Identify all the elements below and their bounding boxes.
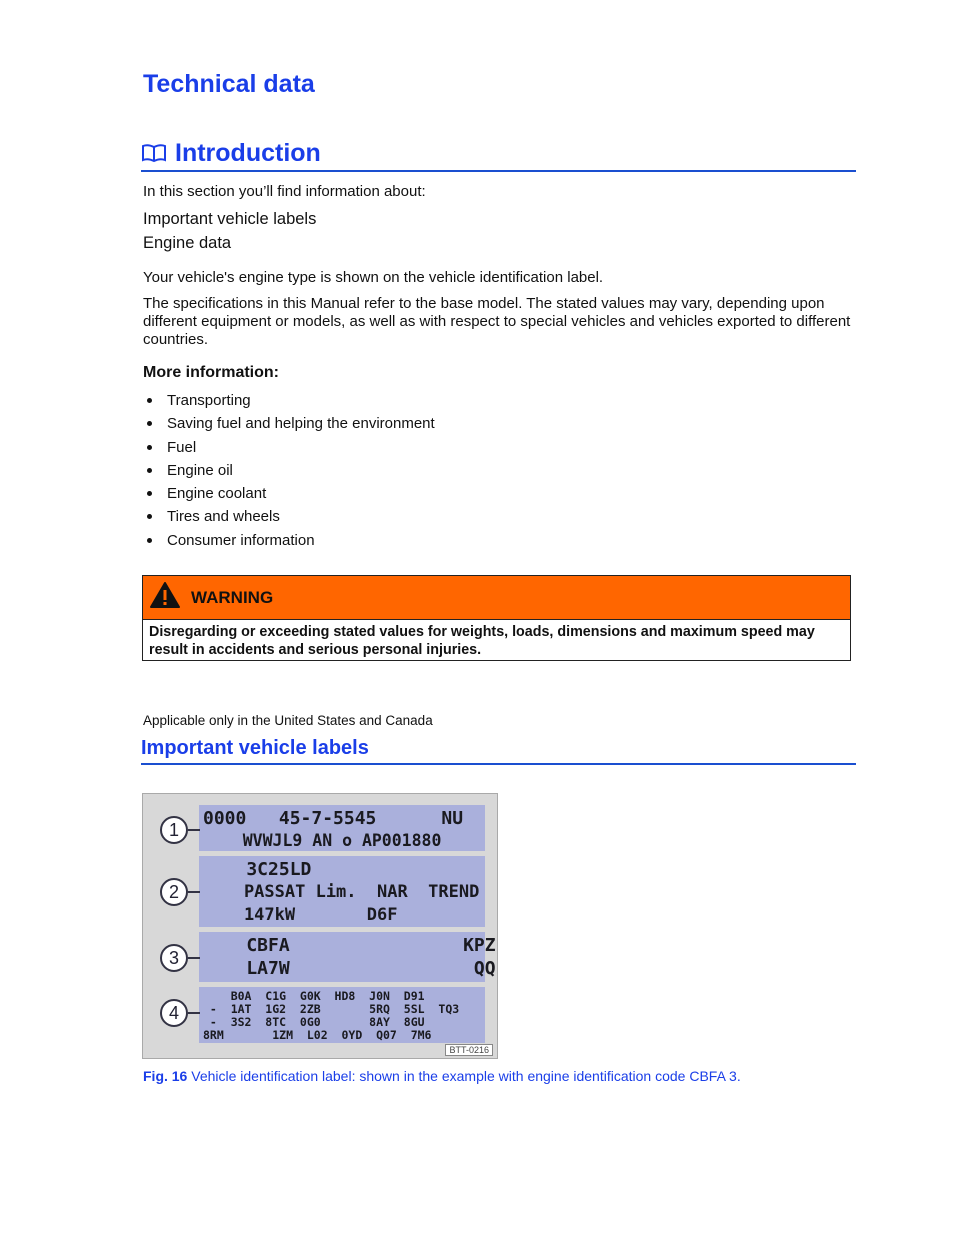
callout-2: 2 <box>160 878 188 906</box>
more-info-list <box>143 392 435 555</box>
label-row: 3C25LD <box>203 859 312 880</box>
book-icon <box>141 143 167 163</box>
label-row: - 1AT 1G2 2ZB 5RQ 5SL TQ3 <box>203 1002 460 1016</box>
topic-link-vehicle-labels[interactable]: Important vehicle labels <box>143 210 317 228</box>
callout-line <box>188 829 200 831</box>
label-panel-2 <box>199 856 485 927</box>
callout-line <box>188 891 200 893</box>
list-item[interactable]: Saving fuel and helping the environment <box>143 415 435 438</box>
figure-caption <box>143 1068 741 1084</box>
section-heading-text: Introduction <box>175 138 321 167</box>
page-title: Technical data <box>143 70 315 98</box>
label-panel-4 <box>199 987 485 1043</box>
callout-4: 4 <box>160 999 188 1027</box>
warning-header <box>143 576 850 620</box>
section-heading-introduction <box>141 136 856 172</box>
callout-line <box>188 1012 200 1014</box>
label-row: 8RM 1ZM L02 0YD Q07 7M6 <box>203 1028 432 1042</box>
callout-line <box>188 957 200 959</box>
warning-box <box>142 575 851 661</box>
list-item[interactable]: Transporting <box>143 392 435 415</box>
label-panel-3 <box>199 932 496 982</box>
label-row: PASSAT Lim. NAR TREND <box>203 882 480 902</box>
intro-paragraph-1: Your vehicle's engine type is shown on the vehicle identification label. <box>143 269 604 286</box>
applicability-note: Applicable only in the United States and Canada <box>143 713 433 728</box>
label-row: LA7W QQ <box>203 958 496 979</box>
list-item[interactable]: Engine oil <box>143 462 435 485</box>
vehicle-identification-label-figure <box>142 793 498 1059</box>
label-row: 0000 45-7-5545 NU <box>203 808 464 829</box>
section-heading-vehicle-labels <box>141 733 856 765</box>
warning-text: Disregarding or exceeding stated values for weights, loads, dimensions and maximum speed may result in accidents and serious personal injuries. <box>149 624 815 658</box>
label-row: - 3S2 8TC 0G0 8AY 8GU <box>203 1015 425 1029</box>
callout-1: 1 <box>160 816 188 844</box>
warning-title: WARNING <box>191 587 274 607</box>
list-item[interactable]: Consumer information <box>143 532 435 555</box>
list-item[interactable]: Tires and wheels <box>143 508 435 531</box>
intro-lead: In this section you’ll find information about: <box>143 183 426 200</box>
intro-paragraph-2: The specifications in this Manual refer to the base model. The stated values may vary, depending upon different equipment or models, as well as with respect to special vehicles and vehicles exported to different countries. <box>143 295 851 348</box>
label-panel-1 <box>199 805 485 851</box>
warning-triangle-icon <box>149 581 181 609</box>
section-heading-text: Important vehicle labels <box>141 736 369 759</box>
list-item[interactable]: Fuel <box>143 439 435 462</box>
callout-3: 3 <box>160 944 188 972</box>
label-row: B0A C1G G0K HD8 J0N D91 <box>203 989 425 1003</box>
label-row: 147kW D6F <box>203 905 398 925</box>
topic-link-engine-data[interactable]: Engine data <box>143 234 232 252</box>
figure-code: BTT-0216 <box>445 1044 493 1056</box>
figure-caption-text: Vehicle identification label: shown in the example with engine identification code CBFA 3. <box>191 1068 741 1084</box>
list-item[interactable]: Engine coolant <box>143 485 435 508</box>
more-info-heading: More information: <box>143 364 279 381</box>
figure-caption-label: Fig. 16 <box>143 1068 188 1084</box>
label-row: CBFA KPZ <box>203 935 496 956</box>
label-row: WVWJL9 AN o AP001880 <box>203 831 442 850</box>
